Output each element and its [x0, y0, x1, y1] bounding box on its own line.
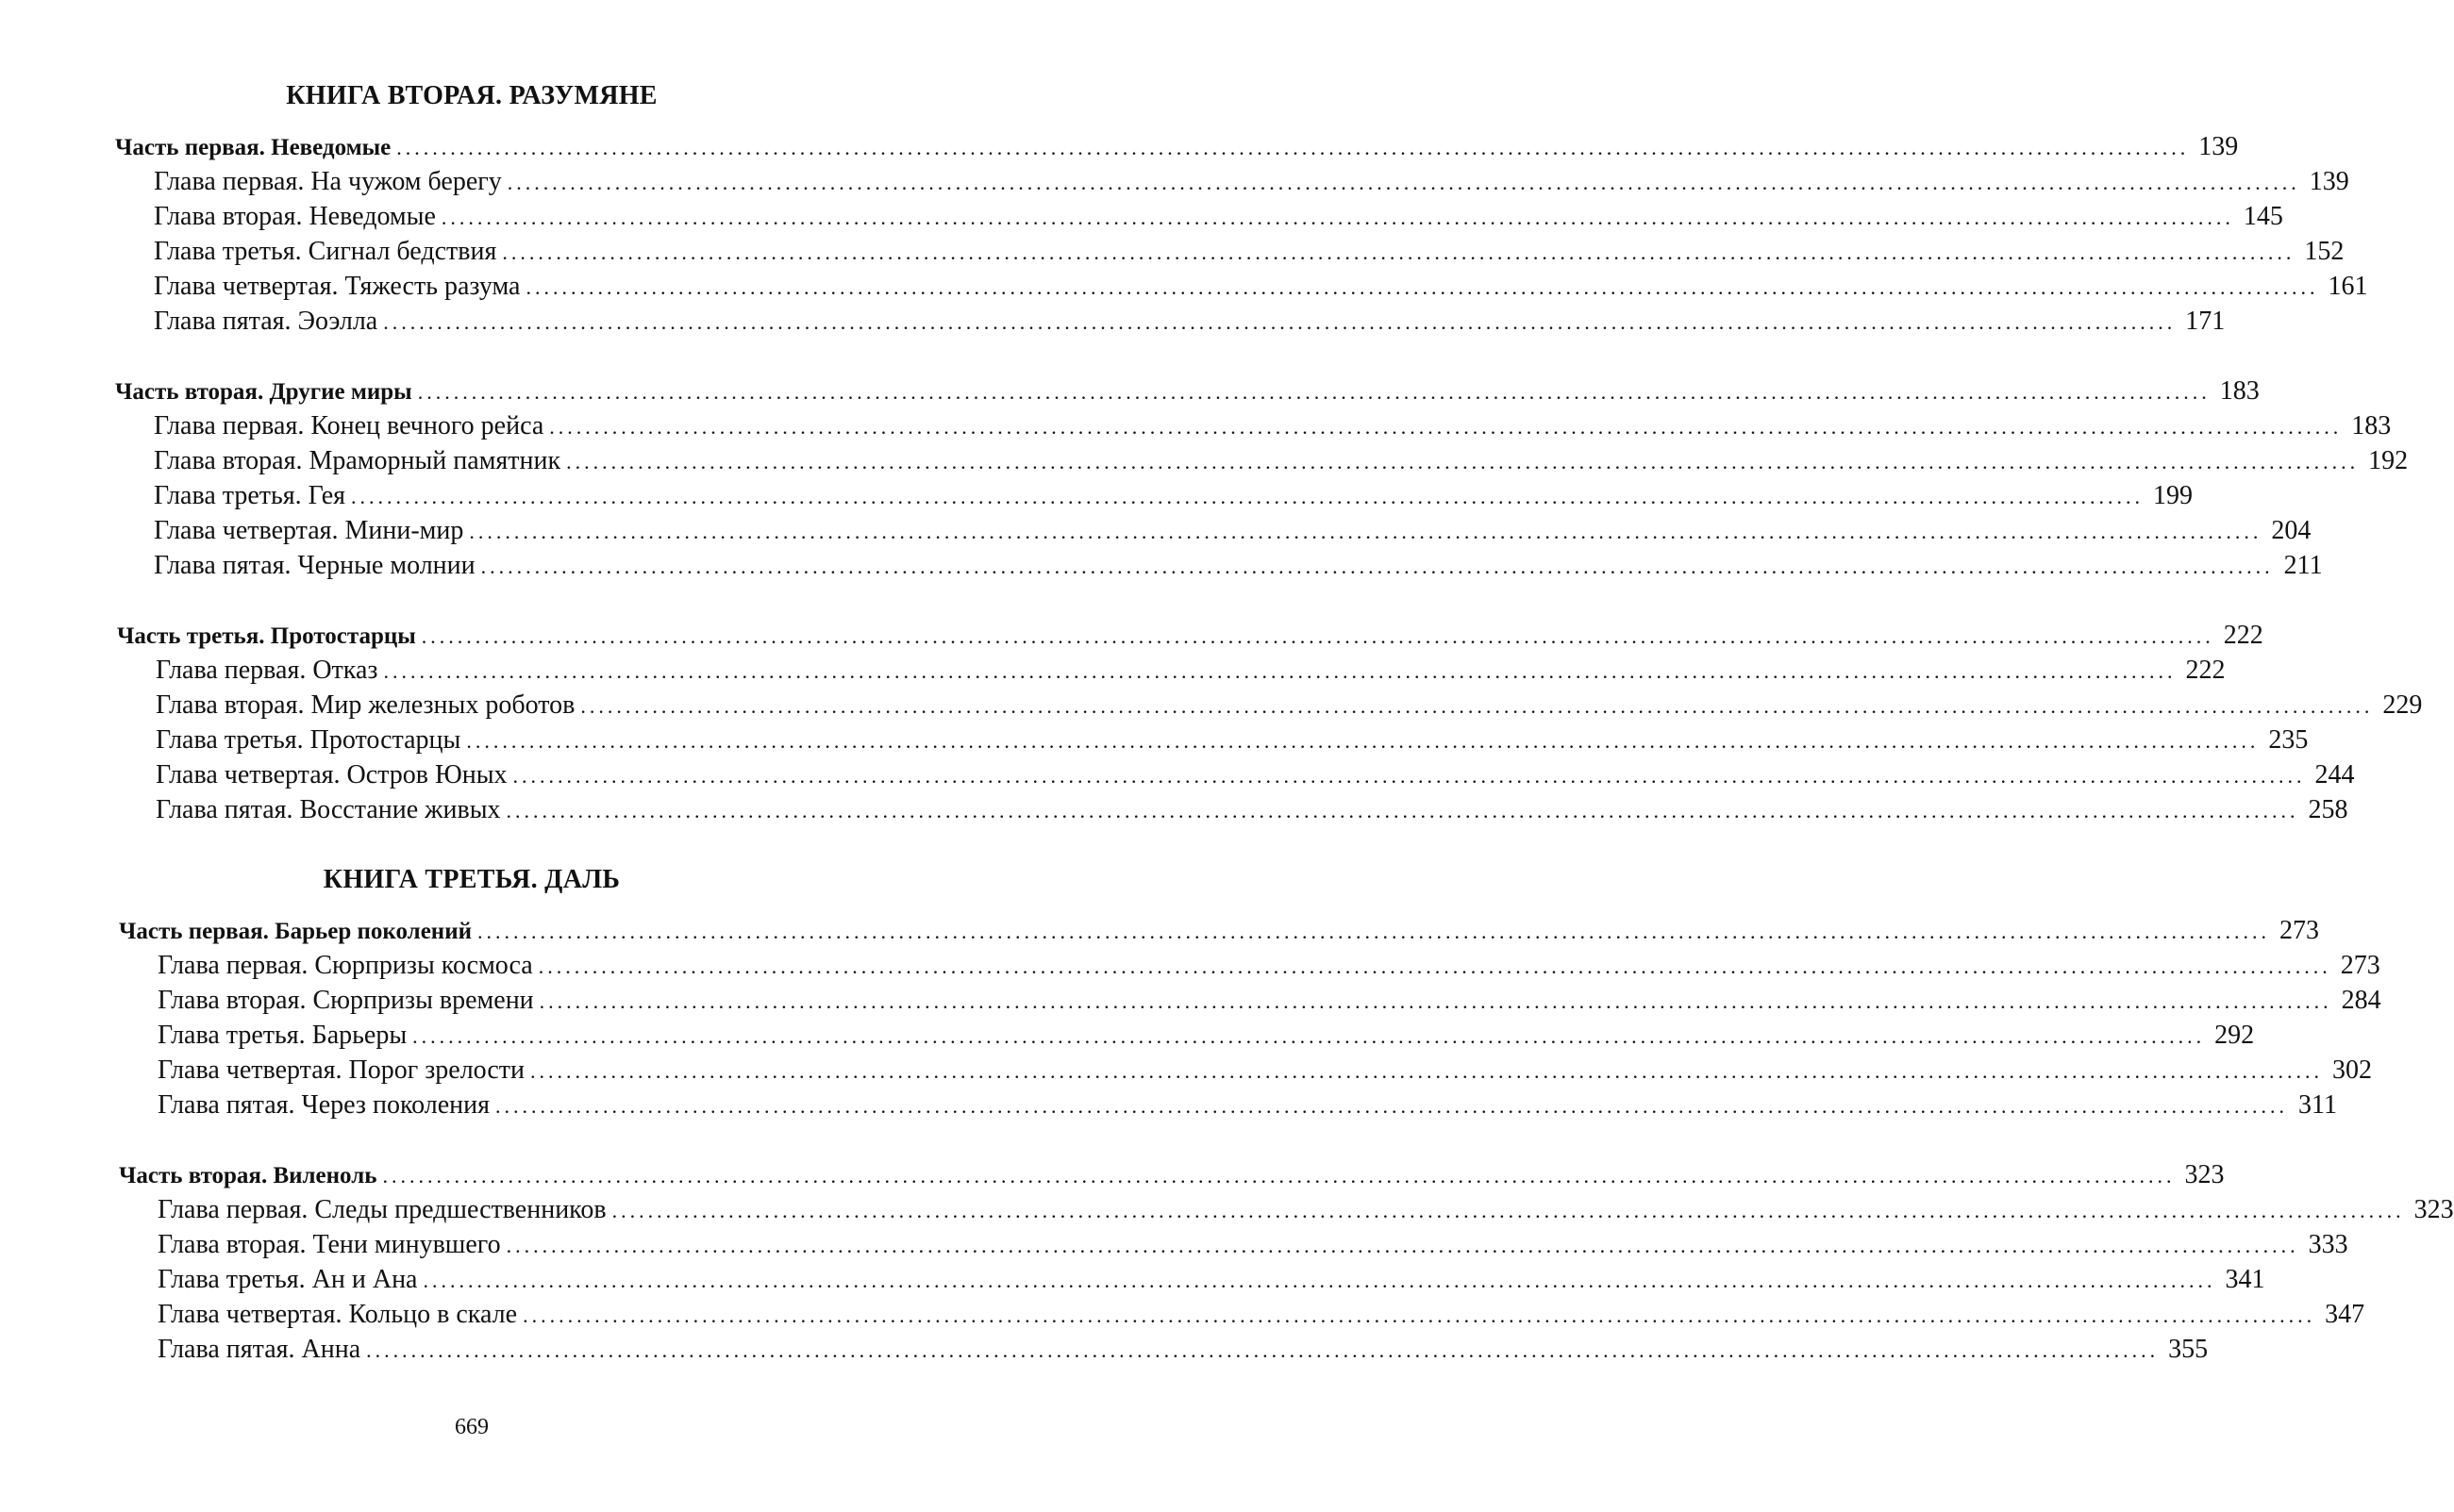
entry-page: 152: [2304, 237, 2345, 266]
toc-chapter-entry: [154, 481, 2194, 515]
leader-dots: ........................................................................................................................................................................................................: [530, 1059, 2324, 1083]
leader-dots: ........................................................................................................................................................................................................: [466, 729, 2260, 753]
leader-dots: ........................................................................................................................................................................................................: [477, 920, 2271, 943]
toc-chapter-entry: [156, 725, 2309, 759]
entry-title: Глава третья. Сигнал бедствия: [154, 237, 497, 266]
entry-page: 244: [2314, 760, 2355, 789]
leader-dots: ........................................................................................................................................................................................................: [383, 659, 2177, 683]
entry-title: Глава четвертая. Тяжесть разума: [154, 272, 521, 301]
leader-dots: ........................................................................................................................................................................................................: [441, 206, 2234, 229]
entry-page: 183: [2219, 376, 2260, 406]
entry-page: 273: [2340, 951, 2380, 980]
leader-dots: ........................................................................................................................................................................................................: [412, 1024, 2206, 1048]
entry-title: Глава пятая. Эоэлла: [154, 307, 378, 336]
entry-page: 355: [2168, 1335, 2209, 1364]
leader-dots: ........................................................................................................................................................................................................: [580, 694, 2374, 718]
entry-page: 199: [2153, 481, 2194, 510]
entry-page: 222: [2185, 656, 2226, 685]
entry-title: Глава четвертая. Кольцо в скале: [158, 1300, 518, 1329]
entry-title: Глава пятая. Через поколения: [158, 1090, 491, 1120]
entry-page: 311: [2298, 1090, 2338, 1120]
leader-dots: ........................................................................................................................................................................................................: [506, 799, 2299, 822]
toc-chapter-entry: [156, 760, 2355, 794]
leader-dots: ........................................................................................................................................................................................................: [396, 136, 2190, 159]
entry-title: Глава третья. Протостарцы: [156, 725, 461, 755]
leader-dots: ........................................................................................................................................................................................................: [538, 955, 2331, 978]
entry-page: 139: [2309, 167, 2349, 196]
toc-part-entry: [119, 1160, 2225, 1194]
toc-part-entry: [117, 621, 2263, 655]
entry-page: 145: [2243, 202, 2283, 231]
entry-page: 258: [2308, 795, 2348, 824]
toc-part-entry: [115, 376, 2260, 410]
page-number: 669: [455, 1415, 489, 1439]
entry-page: 204: [2271, 516, 2312, 545]
leader-dots: ........................................................................................................................................................................................................: [611, 1199, 2405, 1222]
entry-page: 347: [2325, 1300, 2365, 1329]
entry-title: Глава первая. На чужом берегу: [154, 167, 502, 196]
leader-dots: ........................................................................................................................................................................................................: [366, 1338, 2160, 1362]
leader-dots: ........................................................................................................................................................................................................: [382, 1164, 2176, 1188]
book-title: КНИГА ТРЕТЬЯ. ДАЛЬ: [323, 865, 621, 894]
toc-chapter-entry: [154, 202, 2283, 236]
leader-dots: ........................................................................................................................................................................................................: [506, 1234, 2299, 1257]
leader-dots: ........................................................................................................................................................................................................: [417, 380, 2211, 404]
entry-title: Глава пятая. Восстание живых: [156, 795, 501, 824]
leader-dots: ........................................................................................................................................................................................................: [423, 1269, 2216, 1292]
leader-dots: ........................................................................................................................................................................................................: [512, 764, 2306, 788]
entry-title: Глава первая. Отказ: [156, 656, 378, 685]
leader-dots: ........................................................................................................................................................................................................: [549, 415, 2343, 439]
entry-title: Часть вторая. Другие миры: [115, 379, 412, 405]
leader-dots: ........................................................................................................................................................................................................: [421, 624, 2214, 648]
toc-chapter-entry: [156, 656, 2226, 690]
toc-chapter-entry: [154, 411, 2392, 445]
toc-chapter-entry: [154, 237, 2345, 271]
entry-title: Глава третья. Гея: [154, 481, 346, 510]
entry-title: Глава четвертая. Остров Юных: [156, 760, 508, 789]
entry-title: Глава вторая. Неведомые: [154, 202, 436, 231]
entry-title: Глава вторая. Тени минувшего: [158, 1230, 501, 1259]
entry-page: 192: [2368, 446, 2409, 475]
leader-dots: ........................................................................................................................................................................................................: [526, 275, 2319, 299]
toc-chapter-entry: [158, 1265, 2265, 1299]
toc-part-entry: [119, 916, 2320, 950]
entry-page: 235: [2268, 725, 2309, 755]
leader-dots: ........................................................................................................................................................................................................: [507, 171, 2300, 194]
leader-dots: ........................................................................................................................................................................................................: [539, 989, 2332, 1013]
entry-page: 284: [2341, 986, 2381, 1015]
leader-dots: ........................................................................................................................................................................................................: [480, 555, 2274, 578]
entry-title: Часть первая. Барьер поколений: [119, 919, 473, 944]
entry-title: Глава пятая. Черные молнии: [154, 551, 476, 580]
toc-chapter-entry: [158, 986, 2381, 1020]
book-title: КНИГА ВТОРАЯ. РАЗУМЯНЕ: [286, 81, 658, 110]
entry-page: 229: [2382, 690, 2423, 720]
leader-dots: ........................................................................................................................................................................................................: [383, 310, 2177, 334]
entry-title: Глава вторая. Мир железных роботов: [156, 690, 576, 720]
toc-chapter-entry: [158, 1195, 2454, 1229]
entry-page: 273: [2279, 916, 2320, 945]
leader-dots: ........................................................................................................................................................................................................: [469, 520, 2262, 543]
toc-chapter-entry: [154, 446, 2409, 480]
entry-page: 139: [2198, 132, 2239, 161]
leader-dots: ........................................................................................................................................................................................................: [502, 241, 2295, 264]
entry-title: Глава четвертая. Порог зрелости: [158, 1055, 526, 1085]
entry-page: 183: [2351, 411, 2392, 440]
entry-title: Глава третья. Ан и Ана: [158, 1265, 418, 1294]
toc-chapter-entry: [158, 1055, 2373, 1089]
leader-dots: ........................................................................................................................................................................................................: [495, 1094, 2289, 1118]
entry-title: Глава вторая. Сюрпризы времени: [158, 986, 534, 1015]
toc-chapter-entry: [158, 951, 2380, 985]
entry-title: Глава вторая. Мраморный памятник: [154, 446, 561, 475]
entry-title: Глава первая. Конец вечного рейса: [154, 411, 544, 440]
leader-dots: ........................................................................................................................................................................................................: [351, 485, 2145, 508]
entry-page: 333: [2308, 1230, 2348, 1259]
entry-page: 302: [2332, 1055, 2373, 1085]
leader-dots: ........................................................................................................................................................................................................: [566, 450, 2360, 474]
toc-chapter-entry: [158, 1230, 2348, 1264]
toc-part-entry: [115, 132, 2239, 166]
toc-chapter-entry: [158, 1090, 2338, 1124]
entry-title: Глава пятая. Анна: [158, 1335, 361, 1364]
entry-page: 211: [2283, 551, 2323, 580]
entry-title: Глава первая. Следы предшественников: [158, 1195, 607, 1224]
entry-title: Часть третья. Протостарцы: [117, 623, 416, 649]
entry-title: Глава четвертая. Мини-мир: [154, 516, 464, 545]
entry-page: 171: [2185, 307, 2226, 336]
entry-page: 341: [2225, 1265, 2265, 1294]
entry-title: Часть вторая. Виленоль: [119, 1163, 377, 1188]
toc-chapter-entry: [154, 551, 2323, 585]
toc-chapter-entry: [156, 690, 2423, 724]
leader-dots: ........................................................................................................................................................................................................: [523, 1304, 2316, 1327]
entry-page: 222: [2223, 621, 2263, 650]
entry-page: 323: [2184, 1160, 2225, 1189]
entry-title: Часть первая. Неведомые: [115, 135, 392, 160]
toc-chapter-entry: [154, 167, 2349, 201]
entry-page: 323: [2413, 1195, 2454, 1224]
toc-chapter-entry: [154, 307, 2226, 341]
entry-title: Глава первая. Сюрпризы космоса: [158, 951, 533, 980]
entry-page: 292: [2214, 1021, 2255, 1050]
toc-chapter-entry: [158, 1021, 2255, 1055]
toc-chapter-entry: [156, 795, 2348, 829]
entry-page: 161: [2328, 272, 2368, 301]
toc-chapter-entry: [154, 272, 2368, 306]
toc-chapter-entry: [154, 516, 2312, 550]
toc-chapter-entry: [158, 1335, 2209, 1369]
toc-chapter-entry: [158, 1300, 2365, 1334]
entry-title: Глава третья. Барьеры: [158, 1021, 408, 1050]
